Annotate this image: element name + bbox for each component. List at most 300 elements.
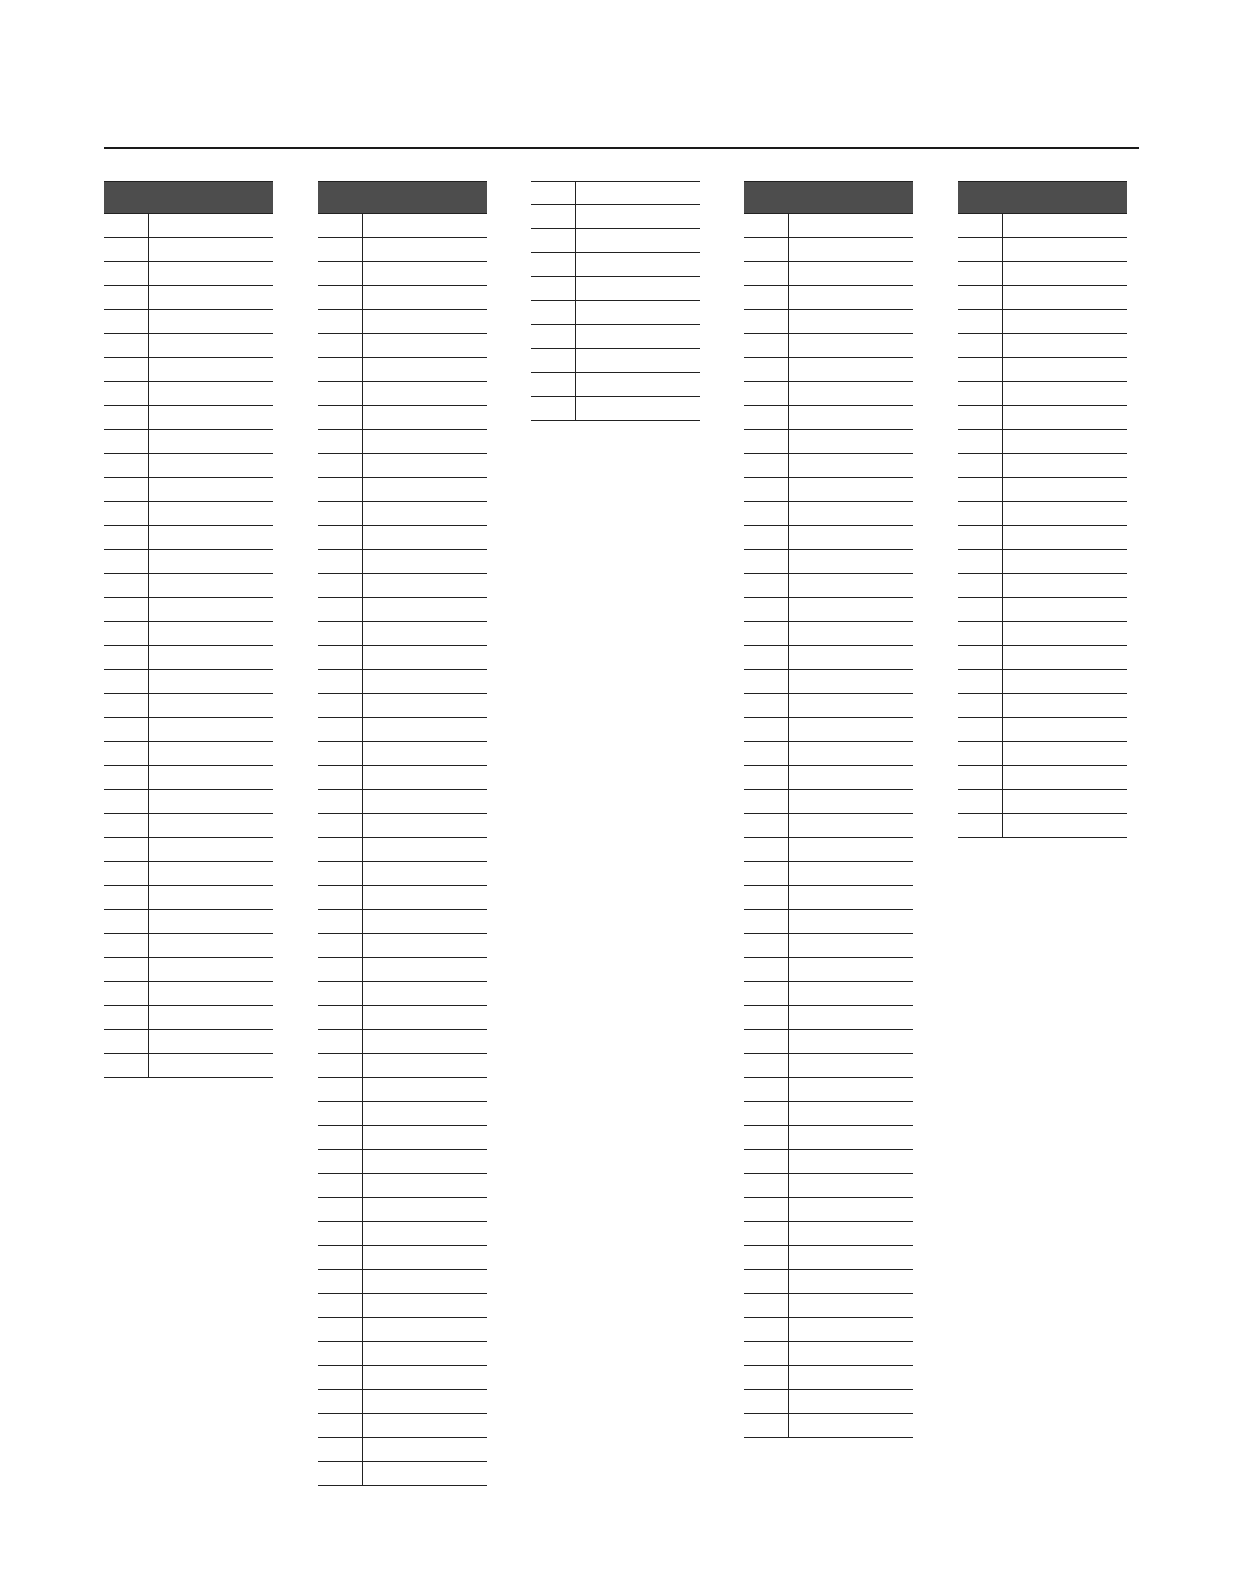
table-row [531, 397, 700, 421]
row-number-cell [531, 349, 576, 372]
row-number-cell [104, 670, 149, 693]
table-row [318, 1150, 487, 1174]
row-value-cell [576, 301, 700, 324]
row-number-cell [744, 334, 789, 357]
row-number-cell [744, 1414, 789, 1437]
row-number-cell [744, 934, 789, 957]
row-number-cell [318, 1414, 363, 1437]
row-value-cell [1003, 670, 1127, 693]
table-rows [531, 181, 700, 421]
table-row [744, 382, 913, 406]
row-value-cell [1003, 310, 1127, 333]
row-number-cell [744, 1366, 789, 1389]
row-value-cell [789, 1342, 913, 1365]
row-number-cell [104, 430, 149, 453]
row-number-cell [104, 238, 149, 261]
row-value-cell [363, 982, 487, 1005]
row-number-cell [744, 1126, 789, 1149]
table-row [744, 502, 913, 526]
row-number-cell [104, 406, 149, 429]
row-number-cell [104, 910, 149, 933]
row-value-cell [363, 1174, 487, 1197]
row-value-cell [789, 1246, 913, 1269]
row-number-cell [318, 310, 363, 333]
row-number-cell [531, 253, 576, 276]
row-number-cell [958, 718, 1003, 741]
row-value-cell [1003, 814, 1127, 837]
row-value-cell [149, 238, 273, 261]
row-value-cell [789, 1294, 913, 1317]
table-row [104, 814, 273, 838]
row-value-cell [576, 325, 700, 348]
row-number-cell [104, 1030, 149, 1053]
table-row [318, 550, 487, 574]
row-number-cell [318, 574, 363, 597]
row-number-cell [104, 742, 149, 765]
table-row [744, 406, 913, 430]
table-row [958, 454, 1127, 478]
row-number-cell [104, 646, 149, 669]
table-row [104, 982, 273, 1006]
table-row [104, 910, 273, 934]
table-row [318, 214, 487, 238]
table-row [318, 814, 487, 838]
table-row [104, 358, 273, 382]
row-value-cell [149, 742, 273, 765]
row-number-cell [318, 382, 363, 405]
row-number-cell [318, 862, 363, 885]
row-number-cell [104, 598, 149, 621]
table-row [958, 262, 1127, 286]
row-value-cell [789, 214, 913, 237]
table-row [318, 670, 487, 694]
row-number-cell [318, 694, 363, 717]
row-value-cell [149, 478, 273, 501]
table-row [744, 1390, 913, 1414]
table-rows [958, 214, 1127, 838]
row-number-cell [104, 358, 149, 381]
row-value-cell [789, 1054, 913, 1077]
table-row [318, 430, 487, 454]
table-row [104, 622, 273, 646]
row-number-cell [744, 574, 789, 597]
row-number-cell [104, 502, 149, 525]
table-row [531, 253, 700, 277]
row-number-cell [318, 1222, 363, 1245]
row-value-cell [149, 646, 273, 669]
row-number-cell [744, 1054, 789, 1077]
row-number-cell [958, 382, 1003, 405]
row-number-cell [531, 182, 576, 204]
row-value-cell [363, 406, 487, 429]
row-number-cell [744, 262, 789, 285]
table-row [744, 1102, 913, 1126]
row-value-cell [363, 1294, 487, 1317]
table-row [318, 766, 487, 790]
table-row [318, 790, 487, 814]
table-row [958, 358, 1127, 382]
row-number-cell [744, 406, 789, 429]
row-value-cell [363, 886, 487, 909]
row-value-cell [149, 334, 273, 357]
row-number-cell [318, 1390, 363, 1413]
row-value-cell [149, 358, 273, 381]
row-value-cell [363, 718, 487, 741]
row-value-cell [149, 862, 273, 885]
row-number-cell [104, 814, 149, 837]
row-number-cell [104, 982, 149, 1005]
table-row [104, 526, 273, 550]
table-rows [318, 214, 487, 1486]
row-number-cell [318, 1270, 363, 1293]
row-number-cell [318, 478, 363, 501]
table-row [744, 310, 913, 334]
row-value-cell [363, 238, 487, 261]
table-row [318, 1462, 487, 1486]
row-number-cell [744, 814, 789, 837]
table-row [958, 430, 1127, 454]
row-number-cell [318, 1198, 363, 1221]
table-row [744, 1078, 913, 1102]
table-row [744, 478, 913, 502]
row-number-cell [318, 646, 363, 669]
table-row [744, 1366, 913, 1390]
row-number-cell [744, 1174, 789, 1197]
row-number-cell [744, 742, 789, 765]
row-number-cell [104, 262, 149, 285]
row-number-cell [318, 358, 363, 381]
table-row [104, 934, 273, 958]
table-row [318, 574, 487, 598]
table-row [104, 862, 273, 886]
row-number-cell [318, 430, 363, 453]
table-row [531, 205, 700, 229]
row-number-cell [744, 1078, 789, 1101]
row-value-cell [363, 310, 487, 333]
row-number-cell [744, 1222, 789, 1245]
row-value-cell [576, 253, 700, 276]
row-value-cell [789, 574, 913, 597]
row-value-cell [363, 838, 487, 861]
row-number-cell [318, 262, 363, 285]
table-row [318, 1390, 487, 1414]
table-row [958, 406, 1127, 430]
table-row [744, 646, 913, 670]
row-value-cell [1003, 766, 1127, 789]
row-number-cell [744, 1246, 789, 1269]
table-row [318, 982, 487, 1006]
row-value-cell [363, 502, 487, 525]
row-number-cell [744, 1198, 789, 1221]
table-col1 [104, 181, 273, 1078]
row-value-cell [363, 1462, 487, 1485]
row-value-cell [789, 502, 913, 525]
row-number-cell [318, 526, 363, 549]
row-number-cell [318, 1342, 363, 1365]
table-row [744, 1174, 913, 1198]
row-value-cell [149, 622, 273, 645]
table-row [318, 310, 487, 334]
table-row [531, 325, 700, 349]
row-number-cell [104, 694, 149, 717]
row-number-cell [531, 277, 576, 300]
row-value-cell [363, 766, 487, 789]
row-value-cell [1003, 550, 1127, 573]
row-number-cell [318, 670, 363, 693]
row-value-cell [149, 502, 273, 525]
row-number-cell [318, 1102, 363, 1125]
row-value-cell [789, 1198, 913, 1221]
row-value-cell [149, 1054, 273, 1077]
row-value-cell [789, 1366, 913, 1389]
table-header [958, 181, 1127, 214]
table-row [318, 1174, 487, 1198]
table-row [104, 790, 273, 814]
row-value-cell [789, 742, 913, 765]
row-number-cell [744, 1342, 789, 1365]
table-row [318, 334, 487, 358]
table-col2 [318, 181, 487, 1486]
row-value-cell [149, 790, 273, 813]
row-number-cell [958, 622, 1003, 645]
row-number-cell [104, 862, 149, 885]
row-number-cell [744, 1102, 789, 1125]
table-row [744, 742, 913, 766]
table-row [318, 1414, 487, 1438]
row-value-cell [363, 454, 487, 477]
row-number-cell [744, 502, 789, 525]
table-row [104, 286, 273, 310]
row-number-cell [104, 310, 149, 333]
row-value-cell [1003, 382, 1127, 405]
table-rows [744, 214, 913, 1438]
table-row [318, 886, 487, 910]
row-value-cell [789, 286, 913, 309]
row-value-cell [576, 349, 700, 372]
row-value-cell [149, 550, 273, 573]
row-number-cell [958, 358, 1003, 381]
row-value-cell [363, 862, 487, 885]
row-number-cell [958, 742, 1003, 765]
table-row [318, 382, 487, 406]
table-row [318, 262, 487, 286]
row-value-cell [149, 766, 273, 789]
table-row [958, 670, 1127, 694]
table-row [958, 286, 1127, 310]
table-row [318, 910, 487, 934]
table-row [744, 622, 913, 646]
table-row [104, 574, 273, 598]
table-header [104, 181, 273, 214]
row-value-cell [363, 1246, 487, 1269]
table-row [958, 622, 1127, 646]
table-row [318, 358, 487, 382]
row-number-cell [104, 886, 149, 909]
row-number-cell [958, 790, 1003, 813]
row-number-cell [744, 958, 789, 981]
table-row [744, 334, 913, 358]
row-number-cell [318, 214, 363, 237]
table-row [744, 1222, 913, 1246]
row-number-cell [318, 550, 363, 573]
table-row [104, 646, 273, 670]
row-value-cell [363, 646, 487, 669]
table-row [744, 934, 913, 958]
table-row [318, 1366, 487, 1390]
table-row [104, 598, 273, 622]
row-number-cell [104, 766, 149, 789]
row-number-cell [104, 334, 149, 357]
row-value-cell [149, 526, 273, 549]
row-number-cell [744, 1030, 789, 1053]
row-value-cell [1003, 406, 1127, 429]
row-value-cell [363, 1390, 487, 1413]
row-number-cell [531, 301, 576, 324]
row-value-cell [789, 1414, 913, 1437]
row-number-cell [318, 1078, 363, 1101]
row-number-cell [958, 406, 1003, 429]
table-row [318, 694, 487, 718]
row-number-cell [744, 718, 789, 741]
table-row [744, 1006, 913, 1030]
table-row [104, 886, 273, 910]
row-number-cell [531, 373, 576, 396]
row-number-cell [318, 814, 363, 837]
row-number-cell [744, 1006, 789, 1029]
table-row [744, 1126, 913, 1150]
row-value-cell [789, 934, 913, 957]
row-value-cell [363, 1054, 487, 1077]
row-number-cell [958, 670, 1003, 693]
row-value-cell [789, 1006, 913, 1029]
row-value-cell [1003, 454, 1127, 477]
row-number-cell [744, 670, 789, 693]
row-value-cell [363, 1078, 487, 1101]
row-number-cell [104, 454, 149, 477]
row-number-cell [318, 238, 363, 261]
row-value-cell [1003, 334, 1127, 357]
row-number-cell [318, 886, 363, 909]
row-number-cell [958, 694, 1003, 717]
table-row [318, 1078, 487, 1102]
row-value-cell [149, 430, 273, 453]
table-row [104, 742, 273, 766]
table-row [958, 334, 1127, 358]
table-row [744, 1342, 913, 1366]
row-number-cell [744, 1390, 789, 1413]
table-row [744, 550, 913, 574]
row-number-cell [318, 1174, 363, 1197]
row-value-cell [576, 277, 700, 300]
table-row [958, 766, 1127, 790]
table-row [318, 1318, 487, 1342]
row-value-cell [149, 814, 273, 837]
row-value-cell [789, 238, 913, 261]
row-value-cell [363, 622, 487, 645]
row-value-cell [363, 1222, 487, 1245]
row-value-cell [1003, 214, 1127, 237]
row-value-cell [149, 406, 273, 429]
row-value-cell [363, 262, 487, 285]
table-col4 [744, 181, 913, 1438]
table-row [104, 310, 273, 334]
row-value-cell [1003, 598, 1127, 621]
table-row [318, 934, 487, 958]
row-number-cell [531, 229, 576, 252]
row-number-cell [744, 910, 789, 933]
row-value-cell [149, 598, 273, 621]
table-row [958, 550, 1127, 574]
row-value-cell [1003, 790, 1127, 813]
row-number-cell [104, 286, 149, 309]
table-row [104, 1030, 273, 1054]
table-row [744, 214, 913, 238]
table-row [958, 382, 1127, 406]
row-value-cell [363, 958, 487, 981]
table-row [958, 238, 1127, 262]
table-row [318, 862, 487, 886]
row-number-cell [318, 502, 363, 525]
table-row [104, 550, 273, 574]
row-number-cell [104, 718, 149, 741]
row-number-cell [318, 982, 363, 1005]
row-number-cell [318, 934, 363, 957]
row-value-cell [149, 718, 273, 741]
row-value-cell [363, 1366, 487, 1389]
row-value-cell [789, 1078, 913, 1101]
row-value-cell [363, 1414, 487, 1437]
row-value-cell [363, 214, 487, 237]
table-row [104, 1006, 273, 1030]
table-row [744, 718, 913, 742]
row-value-cell [363, 382, 487, 405]
table-row [958, 310, 1127, 334]
table-row [104, 454, 273, 478]
row-number-cell [744, 478, 789, 501]
table-row [318, 718, 487, 742]
row-number-cell [744, 622, 789, 645]
table-row [318, 646, 487, 670]
row-value-cell [1003, 262, 1127, 285]
row-value-cell [789, 910, 913, 933]
table-row [318, 1030, 487, 1054]
row-value-cell [149, 214, 273, 237]
table-row [531, 277, 700, 301]
table-row [744, 814, 913, 838]
row-value-cell [149, 670, 273, 693]
row-value-cell [149, 982, 273, 1005]
row-value-cell [363, 934, 487, 957]
table-row [744, 598, 913, 622]
row-number-cell [104, 838, 149, 861]
row-number-cell [958, 478, 1003, 501]
row-number-cell [318, 1462, 363, 1485]
row-number-cell [318, 1054, 363, 1077]
row-value-cell [1003, 718, 1127, 741]
table-row [744, 430, 913, 454]
row-value-cell [789, 406, 913, 429]
table-row [318, 1246, 487, 1270]
table-row [104, 1054, 273, 1078]
row-number-cell [744, 1294, 789, 1317]
row-value-cell [363, 1198, 487, 1221]
table-row [318, 598, 487, 622]
row-value-cell [789, 1390, 913, 1413]
table-row [958, 526, 1127, 550]
row-value-cell [789, 1150, 913, 1173]
row-number-cell [958, 574, 1003, 597]
row-value-cell [149, 910, 273, 933]
